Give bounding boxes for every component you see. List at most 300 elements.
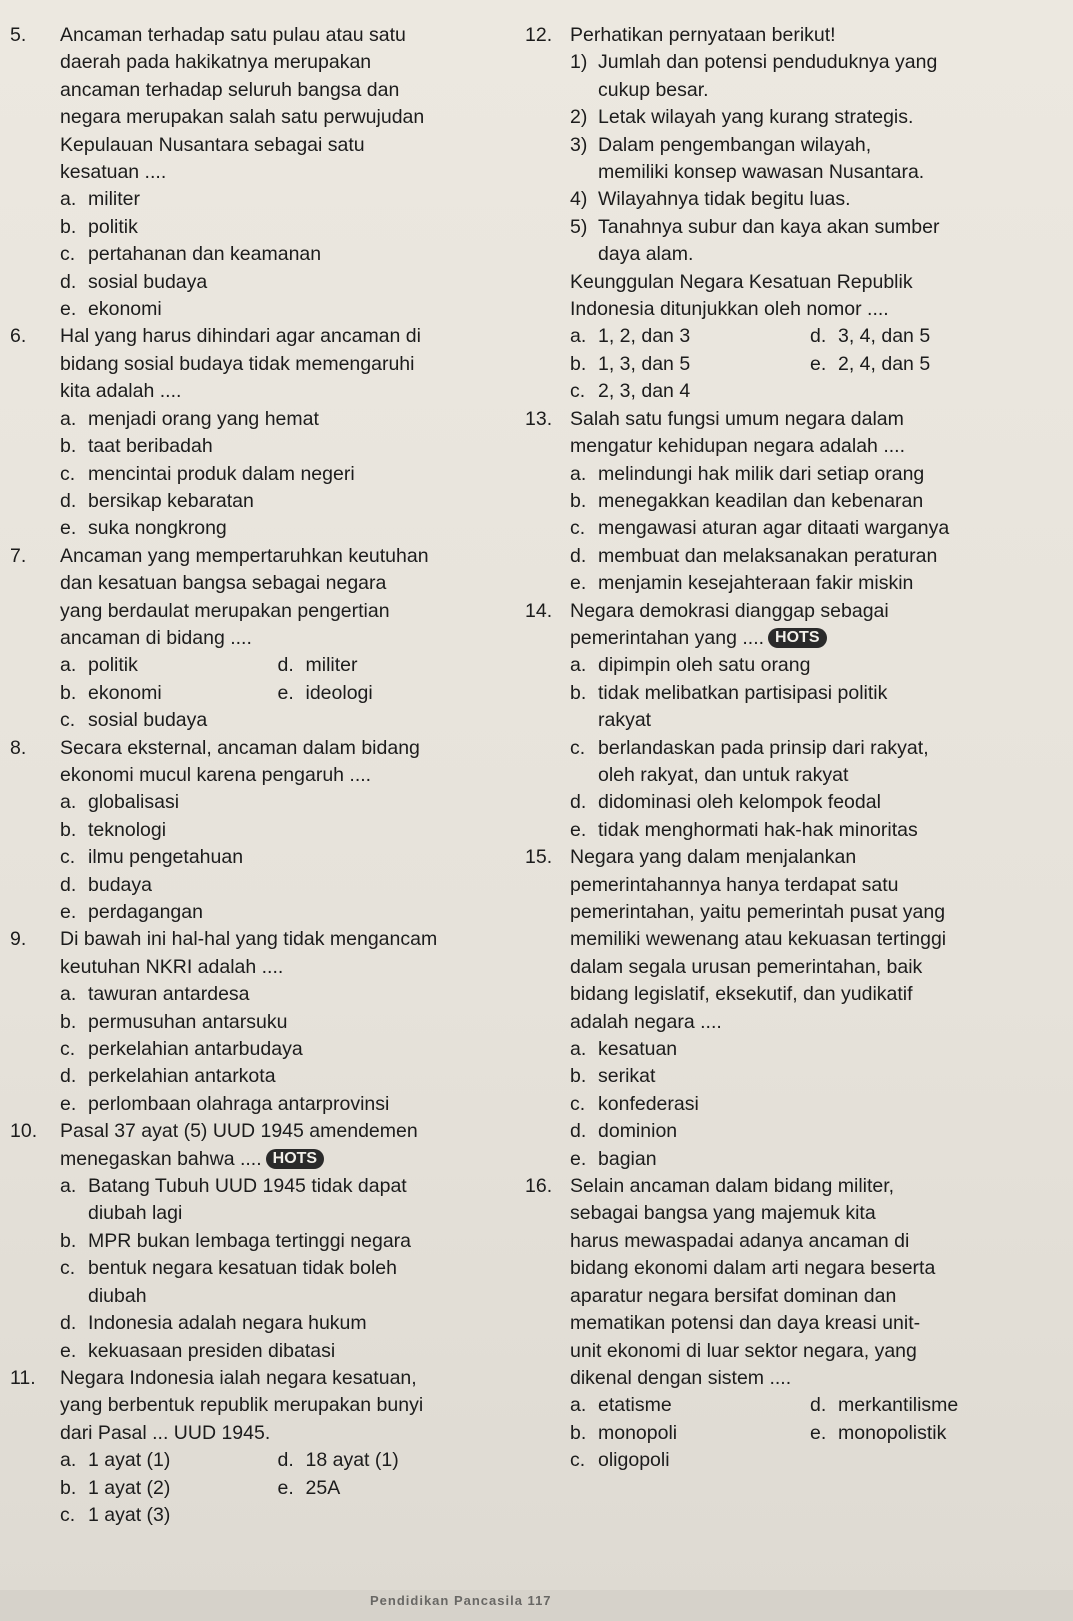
option-letter: c. bbox=[60, 462, 76, 485]
option-text: oligopoli bbox=[598, 1449, 670, 1472]
option-text: 18 ayat (1) bbox=[305, 1449, 399, 1472]
answer-option bbox=[570, 1420, 810, 1447]
question-text: ekonomi mucul karena pengaruh .... bbox=[60, 763, 372, 786]
option-text: 1 ayat (1) bbox=[88, 1449, 171, 1472]
option-text: menegakkan keadilan dan kebenaran bbox=[598, 489, 924, 512]
question-text-line bbox=[10, 1420, 495, 1447]
answer-option bbox=[525, 1063, 1065, 1090]
question-5 bbox=[10, 22, 495, 323]
option-letter: b. bbox=[60, 818, 77, 841]
option-letter: b. bbox=[60, 1010, 77, 1033]
option-text: monopolistik bbox=[838, 1421, 947, 1444]
option-letter: e. bbox=[60, 1092, 77, 1115]
question-8 bbox=[10, 735, 495, 927]
option-text: ilmu pengetahuan bbox=[88, 846, 244, 869]
question-text: Selain ancaman dalam bidang militer, bbox=[570, 1175, 895, 1198]
option-text: politik bbox=[88, 215, 138, 238]
answer-option bbox=[60, 1502, 280, 1529]
question-text: Ancaman terhadap satu pulau atau satu bbox=[60, 24, 406, 46]
answer-option bbox=[10, 981, 495, 1008]
option-text: kekuasaan presiden dibatasi bbox=[88, 1339, 336, 1362]
question-text: keutuhan NKRI adalah .... bbox=[60, 955, 284, 978]
option-letter: b. bbox=[60, 215, 77, 238]
hots-badge: HOTS bbox=[768, 628, 826, 648]
question-text: pemerintahannya hanya terdapat satu bbox=[570, 873, 899, 896]
option-letter: b. bbox=[570, 352, 587, 375]
answer-option bbox=[570, 351, 810, 378]
question-text: yang berdaulat merupakan pengertian bbox=[60, 599, 390, 622]
answer-option bbox=[278, 1475, 496, 1502]
option-letter: d. bbox=[277, 654, 294, 677]
question-text: Hal yang harus dihindari agar ancaman di bbox=[60, 325, 421, 348]
question-15 bbox=[525, 844, 1065, 1173]
option-letter: e. bbox=[570, 1147, 587, 1170]
answer-option bbox=[10, 296, 495, 323]
answer-option bbox=[10, 214, 495, 241]
answer-option bbox=[525, 543, 1065, 570]
question-text-line bbox=[525, 598, 1065, 625]
question-11 bbox=[10, 1365, 495, 1529]
answer-option bbox=[810, 1420, 1050, 1447]
question-text-line bbox=[525, 1200, 1065, 1227]
answer-option bbox=[10, 406, 495, 433]
option-text: permusuhan antarsuku bbox=[88, 1010, 288, 1033]
answer-option-continued bbox=[525, 707, 1065, 734]
statement-item bbox=[525, 104, 1065, 131]
question-text: menegaskan bahwa .... bbox=[60, 1147, 262, 1170]
question-text: adalah negara .... bbox=[570, 1010, 722, 1033]
option-letter: d. bbox=[570, 1120, 587, 1143]
question-text-line bbox=[525, 1009, 1065, 1036]
option-text: rakyat bbox=[598, 709, 652, 732]
option-text: ekonomi bbox=[88, 681, 162, 704]
option-letter: c. bbox=[570, 1449, 586, 1472]
option-letter: d. bbox=[60, 1065, 77, 1088]
question-text-line bbox=[10, 1118, 495, 1145]
answer-option bbox=[525, 817, 1065, 844]
statement-item bbox=[525, 49, 1065, 76]
answer-option bbox=[60, 652, 278, 679]
statement-number: 4) bbox=[570, 188, 588, 211]
answer-option bbox=[60, 1475, 278, 1502]
option-text: dominion bbox=[598, 1120, 678, 1143]
question-text-line bbox=[525, 954, 1065, 981]
answer-option bbox=[525, 1091, 1065, 1118]
statement-text: Dalam pengembangan wilayah, bbox=[598, 133, 872, 156]
question-number: 9. bbox=[10, 928, 27, 951]
hots-badge: HOTS bbox=[266, 1149, 324, 1169]
statement-number: 1) bbox=[570, 51, 588, 74]
option-letter: b. bbox=[60, 681, 77, 704]
answer-option bbox=[10, 269, 495, 296]
statement-text: memiliki konsep wawasan Nusantara. bbox=[598, 161, 925, 184]
question-text-line bbox=[525, 1365, 1065, 1392]
question-number: 7. bbox=[10, 544, 27, 567]
question-text-line bbox=[525, 1228, 1065, 1255]
option-letter: a. bbox=[60, 654, 77, 677]
option-text: suka nongkrong bbox=[88, 517, 227, 540]
question-text-line bbox=[525, 872, 1065, 899]
question-number: 13. bbox=[525, 407, 553, 430]
answer-option bbox=[10, 817, 495, 844]
option-text: perdagangan bbox=[88, 901, 203, 923]
question-text-line bbox=[10, 22, 495, 49]
question-text: Salah satu fungsi umum negara dalam bbox=[570, 407, 904, 430]
answer-option bbox=[10, 488, 495, 515]
option-text: 1, 2, dan 3 bbox=[598, 325, 691, 348]
question-16 bbox=[525, 1173, 1065, 1474]
question-text: Indonesia ditunjukkan oleh nomor .... bbox=[570, 298, 889, 321]
option-letter: a. bbox=[570, 1394, 587, 1417]
option-text: kesatuan bbox=[598, 1038, 678, 1061]
option-text: ekonomi bbox=[88, 298, 162, 321]
question-text: Negara demokrasi dianggap sebagai bbox=[570, 599, 889, 622]
question-text-line bbox=[525, 1255, 1065, 1282]
answer-option bbox=[10, 1063, 495, 1090]
option-letter: b. bbox=[60, 435, 77, 458]
option-letter: b. bbox=[60, 1476, 77, 1499]
answer-option-row bbox=[10, 680, 495, 707]
option-text: mencintai produk dalam negeri bbox=[88, 462, 355, 485]
answer-option bbox=[525, 515, 1065, 542]
question-text-line bbox=[525, 296, 1065, 323]
question-text-line bbox=[10, 159, 495, 186]
question-text-line bbox=[525, 1173, 1065, 1200]
question-text-line bbox=[525, 899, 1065, 926]
option-letter: a. bbox=[570, 325, 587, 348]
option-letter: e. bbox=[60, 1339, 77, 1362]
answer-option bbox=[810, 351, 1050, 378]
answer-option bbox=[570, 323, 810, 350]
answer-option-row bbox=[10, 1447, 495, 1474]
answer-option bbox=[525, 735, 1065, 762]
answer-option-row bbox=[10, 1502, 495, 1529]
option-text: 3, 4, dan 5 bbox=[838, 325, 931, 348]
answer-option-row bbox=[525, 378, 1065, 405]
question-number: 8. bbox=[10, 736, 27, 759]
question-text: Keunggulan Negara Kesatuan Republik bbox=[570, 270, 913, 293]
answer-option bbox=[10, 433, 495, 460]
question-text-line bbox=[10, 104, 495, 131]
option-letter: a. bbox=[570, 654, 587, 677]
answer-option bbox=[525, 461, 1065, 488]
question-number: 11. bbox=[10, 1366, 36, 1389]
question-text: daerah pada hakikatnya merupakan bbox=[60, 51, 372, 74]
question-text: dalam segala urusan pemerintahan, baik bbox=[570, 955, 923, 978]
statement-item bbox=[525, 214, 1065, 241]
option-letter: c. bbox=[60, 1038, 76, 1061]
option-text: diubah lagi bbox=[88, 1202, 183, 1225]
option-text: perlombaan olahraga antarprovinsi bbox=[88, 1092, 390, 1115]
statement-item bbox=[525, 132, 1065, 159]
question-text-line bbox=[525, 406, 1065, 433]
option-text: politik bbox=[88, 654, 138, 677]
option-text: militer bbox=[305, 654, 358, 677]
statement-text: Jumlah dan potensi penduduknya yang bbox=[598, 51, 938, 74]
statement-text: Wilayahnya tidak begitu luas. bbox=[598, 188, 851, 211]
question-text: sebagai bangsa yang majemuk kita bbox=[570, 1202, 876, 1225]
answer-option bbox=[810, 323, 1050, 350]
option-letter: a. bbox=[60, 983, 77, 1006]
answer-option-row bbox=[525, 323, 1065, 350]
statement-number: 3) bbox=[570, 133, 588, 156]
question-text: mengatur kehidupan negara adalah .... bbox=[570, 435, 905, 458]
answer-option bbox=[278, 1447, 496, 1474]
question-text-line bbox=[10, 625, 495, 652]
answer-option-row bbox=[525, 1447, 1065, 1474]
question-7 bbox=[10, 543, 495, 735]
option-letter: e. bbox=[60, 901, 77, 923]
question-text: Kepulauan Nusantara sebagai satu bbox=[60, 133, 365, 156]
question-text: dan kesatuan bangsa sebagai negara bbox=[60, 572, 387, 595]
question-number: 12. bbox=[525, 24, 553, 46]
question-text-line bbox=[525, 1338, 1065, 1365]
option-letter: b. bbox=[570, 1421, 587, 1444]
answer-option-row bbox=[525, 351, 1065, 378]
option-text: sosial budaya bbox=[88, 270, 208, 293]
option-letter: c. bbox=[60, 243, 76, 266]
question-text: memiliki wewenang atau kekuasan tertinggi bbox=[570, 928, 947, 951]
question-text-line bbox=[10, 1365, 495, 1392]
question-text: pemerintahan yang .... bbox=[570, 626, 765, 649]
question-text: Di bawah ini hal-hal yang tidak mengancam bbox=[60, 928, 438, 951]
question-number: 6. bbox=[10, 325, 27, 348]
option-text: perkelahian antarbudaya bbox=[88, 1038, 303, 1061]
option-letter: d. bbox=[60, 489, 77, 512]
answer-option bbox=[10, 1338, 495, 1365]
answer-option bbox=[10, 1255, 495, 1282]
question-text: Perhatikan pernyataan berikut! bbox=[570, 24, 836, 46]
question-10 bbox=[10, 1118, 495, 1365]
option-letter: d. bbox=[60, 1312, 77, 1335]
footer-text: Pendidikan Pancasila 117 bbox=[370, 1593, 552, 1608]
answer-option bbox=[60, 1447, 278, 1474]
question-text-line bbox=[10, 49, 495, 76]
option-letter: d. bbox=[60, 270, 77, 293]
option-letter: a. bbox=[60, 1449, 77, 1472]
answer-option-row bbox=[10, 707, 495, 734]
answer-option bbox=[60, 680, 278, 707]
option-text: 1 ayat (2) bbox=[88, 1476, 171, 1499]
question-text: dari Pasal ... UUD 1945. bbox=[60, 1421, 271, 1444]
option-letter: d. bbox=[277, 1449, 294, 1472]
option-text: konfederasi bbox=[598, 1092, 699, 1115]
question-number: 16. bbox=[525, 1175, 553, 1198]
option-text: berlandaskan pada prinsip dari rakyat, bbox=[598, 736, 929, 759]
question-text-line bbox=[10, 735, 495, 762]
option-text: oleh rakyat, dan untuk rakyat bbox=[598, 763, 849, 786]
option-text: tawuran antardesa bbox=[88, 983, 250, 1006]
question-14 bbox=[525, 598, 1065, 845]
option-letter: a. bbox=[60, 791, 77, 814]
statement-number: 2) bbox=[570, 106, 588, 129]
option-letter: e. bbox=[60, 298, 77, 321]
question-text: negara merupakan salah satu perwujudan bbox=[60, 106, 425, 129]
answer-option-continued bbox=[525, 762, 1065, 789]
option-text: MPR bukan lembaga tertinggi negara bbox=[88, 1229, 412, 1252]
option-letter: c. bbox=[60, 709, 76, 732]
option-text: 1 ayat (3) bbox=[88, 1503, 171, 1526]
option-text: dipimpin oleh satu orang bbox=[598, 654, 811, 677]
question-text-line bbox=[10, 762, 495, 789]
question-text-line bbox=[10, 1392, 495, 1419]
answer-option bbox=[10, 241, 495, 268]
answer-option bbox=[525, 1146, 1065, 1173]
option-letter: c. bbox=[60, 846, 76, 869]
option-text: taat beribadah bbox=[88, 435, 213, 458]
answer-option bbox=[10, 186, 495, 213]
question-6 bbox=[10, 323, 495, 542]
answer-option bbox=[10, 1036, 495, 1063]
question-text-line bbox=[525, 926, 1065, 953]
option-letter: e. bbox=[277, 1476, 294, 1499]
question-13 bbox=[525, 406, 1065, 598]
answer-option-row bbox=[525, 1420, 1065, 1447]
answer-option-continued bbox=[10, 1283, 495, 1310]
question-text-line bbox=[10, 598, 495, 625]
option-letter: c. bbox=[570, 736, 586, 759]
statement-text: cukup besar. bbox=[598, 78, 709, 101]
statement-item bbox=[525, 186, 1065, 213]
answer-option bbox=[10, 872, 495, 899]
option-text: Indonesia adalah negara hukum bbox=[88, 1312, 367, 1335]
answer-option bbox=[570, 1447, 810, 1474]
question-text-line bbox=[10, 570, 495, 597]
option-text: 1, 3, dan 5 bbox=[598, 352, 691, 375]
question-text-line bbox=[10, 132, 495, 159]
option-text: etatisme bbox=[598, 1394, 672, 1417]
answer-option bbox=[525, 680, 1065, 707]
answer-option bbox=[10, 844, 495, 871]
question-text-line bbox=[525, 844, 1065, 871]
option-letter: d. bbox=[810, 1394, 827, 1417]
question-text-line bbox=[10, 351, 495, 378]
option-letter: a. bbox=[60, 407, 77, 430]
question-text: kita adalah .... bbox=[60, 380, 182, 403]
option-text: monopoli bbox=[598, 1421, 678, 1444]
question-text-line bbox=[525, 433, 1065, 460]
question-text: Ancaman yang mempertaruhkan keutuhan bbox=[60, 544, 429, 567]
option-letter: a. bbox=[60, 1175, 77, 1198]
statement-text: Tanahnya subur dan kaya akan sumber bbox=[598, 215, 940, 238]
option-text: menjamin kesejahteraan fakir miskin bbox=[598, 572, 914, 595]
question-text: Secara eksternal, ancaman dalam bidang bbox=[60, 736, 420, 759]
option-text: bagian bbox=[598, 1147, 657, 1170]
answer-option bbox=[10, 1173, 495, 1200]
option-text: menjadi orang yang hemat bbox=[88, 407, 319, 430]
question-text-line bbox=[525, 625, 1065, 652]
option-text: Batang Tubuh UUD 1945 tidak dapat bbox=[88, 1175, 407, 1198]
option-letter: b. bbox=[570, 489, 587, 512]
answer-option bbox=[10, 515, 495, 542]
option-letter: a. bbox=[570, 1038, 587, 1061]
option-text: 25A bbox=[305, 1476, 341, 1499]
answer-option bbox=[525, 570, 1065, 597]
left-column bbox=[10, 22, 495, 1529]
answer-option bbox=[10, 899, 495, 926]
option-letter: e. bbox=[810, 1421, 827, 1444]
option-letter: b. bbox=[570, 681, 587, 704]
question-text: yang berbentuk republik merupakan bunyi bbox=[60, 1394, 424, 1417]
answer-option-row bbox=[10, 1475, 495, 1502]
question-text-line bbox=[525, 1283, 1065, 1310]
option-text: perkelahian antarkota bbox=[88, 1065, 276, 1088]
option-text: membuat dan melaksanakan peraturan bbox=[598, 544, 938, 567]
option-letter: c. bbox=[570, 380, 586, 403]
question-text-line bbox=[10, 323, 495, 350]
question-12 bbox=[525, 22, 1065, 406]
answer-option bbox=[525, 488, 1065, 515]
option-text: mengawasi aturan agar ditaati warganya bbox=[598, 517, 950, 540]
answer-option bbox=[525, 652, 1065, 679]
question-text: pemerintahan, yaitu pemerintah pusat yang bbox=[570, 901, 946, 923]
option-letter: d. bbox=[810, 325, 827, 348]
question-text: Negara Indonesia ialah negara kesatuan, bbox=[60, 1366, 417, 1389]
question-text: unit ekonomi di luar sektor negara, yang bbox=[570, 1339, 917, 1362]
question-text: ancaman di bidang .... bbox=[60, 626, 252, 649]
option-text: militer bbox=[88, 188, 140, 211]
answer-option bbox=[525, 1118, 1065, 1145]
question-text-line bbox=[525, 22, 1065, 49]
option-letter: d. bbox=[570, 791, 587, 814]
question-text: aparatur negara bersifat dominan dan bbox=[570, 1284, 897, 1307]
page-footer bbox=[0, 1590, 1073, 1621]
option-text: tidak menghormati hak-hak minoritas bbox=[598, 818, 918, 841]
answer-option bbox=[10, 1310, 495, 1337]
question-9 bbox=[10, 926, 495, 1118]
option-letter: a. bbox=[60, 188, 77, 211]
answer-option bbox=[10, 1091, 495, 1118]
question-text: harus mewaspadai adanya ancaman di bbox=[570, 1229, 910, 1252]
option-letter: c. bbox=[570, 1092, 586, 1115]
answer-option bbox=[278, 680, 496, 707]
option-letter: c. bbox=[60, 1503, 76, 1526]
question-text: Pasal 37 ayat (5) UUD 1945 amendemen bbox=[60, 1120, 418, 1143]
answer-option bbox=[570, 1392, 810, 1419]
question-text: Negara yang dalam menjalankan bbox=[570, 846, 857, 869]
question-text-line bbox=[10, 926, 495, 953]
option-letter: d. bbox=[60, 873, 77, 896]
question-text-line bbox=[525, 1310, 1065, 1337]
question-number: 15. bbox=[525, 846, 553, 869]
answer-option bbox=[10, 1009, 495, 1036]
option-letter: e. bbox=[570, 818, 587, 841]
statement-item-continued bbox=[525, 159, 1065, 186]
question-text-line bbox=[10, 77, 495, 104]
option-letter: e. bbox=[810, 352, 827, 375]
question-number: 10. bbox=[10, 1120, 38, 1143]
option-text: diubah bbox=[88, 1284, 147, 1307]
statement-item-continued bbox=[525, 241, 1065, 268]
option-text: 2, 4, dan 5 bbox=[838, 352, 931, 375]
answer-option bbox=[10, 1228, 495, 1255]
option-letter: e. bbox=[60, 517, 77, 540]
question-text-line bbox=[10, 378, 495, 405]
question-text-line bbox=[525, 981, 1065, 1008]
question-text: bidang sosial budaya tidak memengaruhi bbox=[60, 352, 415, 375]
question-number: 14. bbox=[525, 599, 553, 622]
option-letter: a. bbox=[570, 462, 587, 485]
option-text: globalisasi bbox=[88, 791, 180, 814]
question-text-line bbox=[10, 543, 495, 570]
option-text: 2, 3, dan 4 bbox=[598, 380, 691, 403]
answer-option bbox=[525, 789, 1065, 816]
option-letter: c. bbox=[570, 517, 586, 540]
question-text: dikenal dengan sistem .... bbox=[570, 1366, 792, 1389]
option-text: merkantilisme bbox=[838, 1394, 959, 1417]
option-text: tidak melibatkan partisipasi politik bbox=[598, 681, 888, 704]
question-text: ancaman terhadap seluruh bangsa dan bbox=[60, 78, 400, 101]
